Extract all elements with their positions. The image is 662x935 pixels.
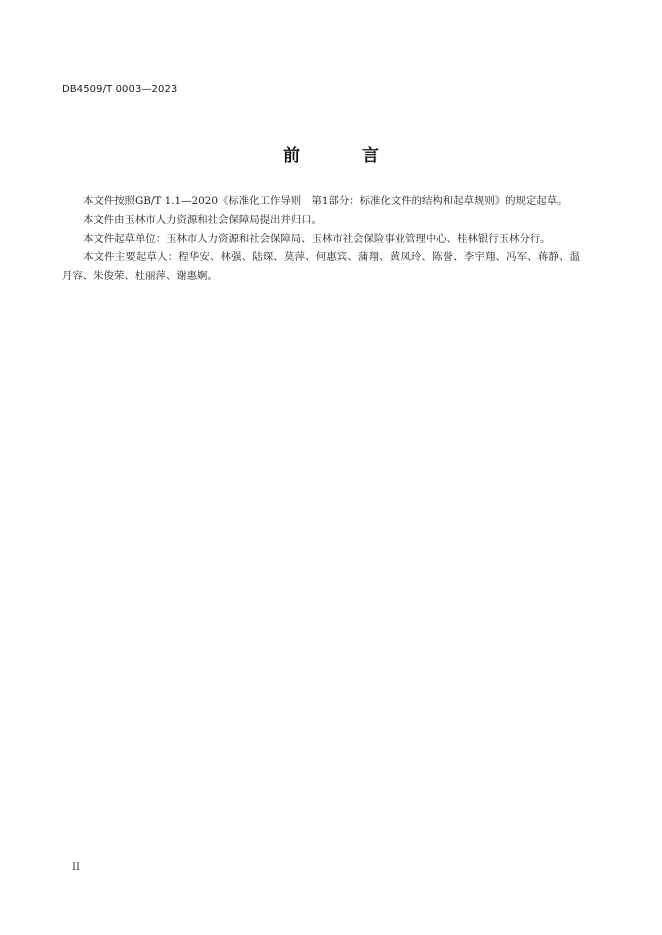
- paragraph-drafting-units: 本文件起草单位：玉林市人力资源和社会保障局、玉林市社会保险事业管理中心、桂林银行玉林分行。: [83, 232, 551, 245]
- preface-body: [62, 192, 580, 286]
- document-code: DB4509/T 0003—2023: [62, 84, 178, 95]
- paragraph-drafters: 本文件主要起草人：程华安、林强、陆琛、莫萍、何惠宾、蒲翔、黄凤玲、陈誉、李宇翔、冯军、蒋静、温月容、朱俊荣、杜丽萍、谢惠婀。: [62, 251, 580, 283]
- page-number: II: [72, 862, 80, 873]
- section-title: 前 言: [283, 146, 407, 166]
- paragraph-proposer: 本文件由玉林市人力资源和社会保障局提出并归口。: [83, 213, 322, 226]
- paragraph-drafting-basis: 本文件按照GB/T 1.1—2020《标准化工作导则 第1部分：标准化文件的结构和起草规则》的规定起草。: [83, 195, 568, 207]
